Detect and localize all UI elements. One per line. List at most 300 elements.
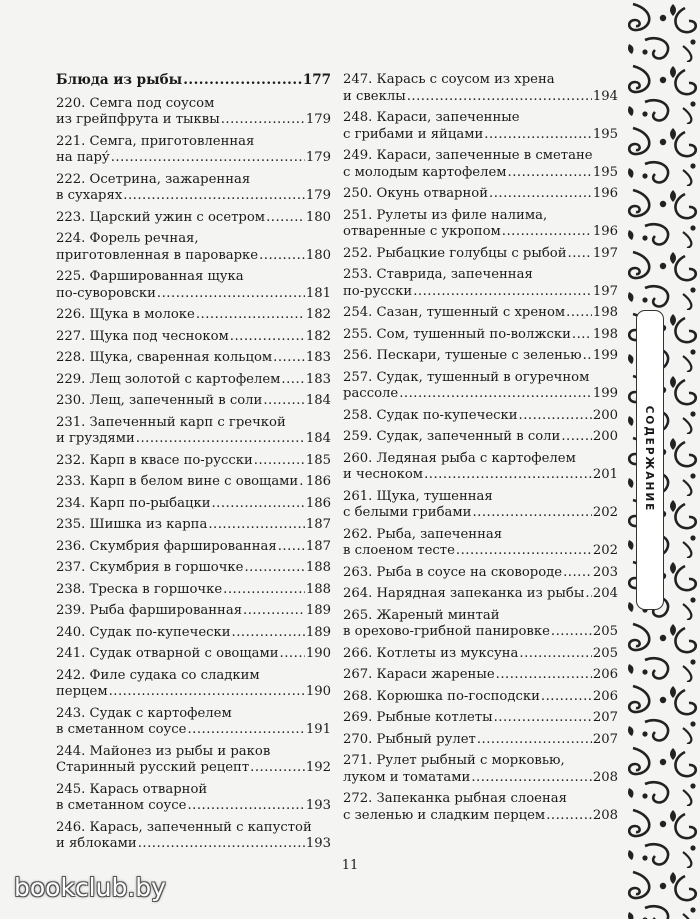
toc-entry-title: 232. Карп в квасе по-русски xyxy=(56,452,253,468)
dot-leader xyxy=(232,625,305,642)
toc-line xyxy=(343,732,618,749)
toc-entry-title: отваренные с укропом xyxy=(343,224,501,239)
toc-entry-title: 268. Корюшка по-господски xyxy=(343,688,540,704)
toc-entry-title: 255. Сом, тушенный по-волжски xyxy=(343,326,571,342)
toc-line xyxy=(343,72,618,89)
toc-line xyxy=(343,186,618,203)
toc-page-number: 192 xyxy=(305,760,331,775)
toc-entry-title: 266. Котлеты из муксуна xyxy=(343,645,519,661)
toc-page-number: 195 xyxy=(592,164,618,180)
toc-entry-title: 237. Скумбрия в горшочке xyxy=(56,560,244,575)
toc-page-number: 187 xyxy=(305,517,331,532)
toc-entry xyxy=(56,172,331,205)
dot-leader xyxy=(230,329,305,346)
toc-page-number: 179 xyxy=(305,112,331,127)
toc-entry-title: с белыми грибами xyxy=(343,505,472,520)
toc-entry-title: 250. Окунь отварной xyxy=(343,186,489,201)
toc-entry-title: луком и томатами xyxy=(343,769,471,785)
toc-page-number: 208 xyxy=(592,769,618,785)
toc-line xyxy=(56,372,331,389)
toc-page-number: 208 xyxy=(592,807,618,823)
dot-leader xyxy=(399,386,592,403)
toc-entry-title: Блюда из рыбы xyxy=(56,72,183,88)
toc-entry-title: 259. Судак, запеченный в соли xyxy=(343,429,561,444)
toc-entry xyxy=(343,753,618,786)
toc-entry-title: 241. Судак отварной с овощами xyxy=(56,646,279,661)
toc-entry-title: 233. Карп в белом вине с овощами xyxy=(56,474,299,489)
toc-entry-title: 256. Пескари, тушеные с зеленью xyxy=(343,348,582,363)
toc-entry-title: 263. Рыба в соусе на сковороде xyxy=(343,564,563,580)
dot-leader xyxy=(541,689,592,706)
toc-line xyxy=(343,89,618,106)
toc-entry-title: 258. Судак по-купечески xyxy=(343,407,518,423)
toc-entry xyxy=(56,134,331,167)
toc-entry xyxy=(343,608,618,641)
toc-entry-title: 234. Карп по-рыбацки xyxy=(56,495,211,511)
toc-entry xyxy=(343,489,618,522)
toc-page-number: 206 xyxy=(592,667,618,682)
dot-leader xyxy=(280,646,305,663)
toc-entry xyxy=(343,791,618,824)
toc-page-number: 199 xyxy=(592,348,618,363)
page-number: 11 xyxy=(341,858,359,873)
toc-entry-title: 243. Судак с картофелем xyxy=(56,705,232,721)
toc-page-number: 198 xyxy=(592,326,618,342)
toc-line xyxy=(56,560,331,577)
toc-entry-title: 228. Щука, сваренная кольцом xyxy=(56,350,273,365)
dot-leader xyxy=(243,603,305,620)
dot-leader xyxy=(566,305,592,322)
dot-leader xyxy=(299,474,305,491)
toc-entry xyxy=(343,689,618,706)
toc-line xyxy=(56,517,331,534)
dot-leader xyxy=(472,505,591,522)
section-heading xyxy=(56,72,331,89)
dot-leader xyxy=(471,770,592,787)
toc-line xyxy=(56,350,331,367)
dot-leader xyxy=(551,624,592,641)
dot-leader xyxy=(263,393,304,410)
dot-leader xyxy=(208,517,305,534)
toc-line xyxy=(56,684,331,701)
toc-entry xyxy=(56,350,331,367)
toc-entry xyxy=(343,148,618,181)
toc-entry xyxy=(56,96,331,129)
toc-page-number: 196 xyxy=(592,224,618,239)
toc-entry-title: 248. Караси, запеченные xyxy=(343,110,520,125)
toc-line xyxy=(343,305,618,322)
toc-line xyxy=(343,689,618,706)
watermark-logo: bookclub.by xyxy=(14,873,166,902)
toc-line xyxy=(343,208,618,225)
toc-entry xyxy=(343,327,618,344)
toc-entry xyxy=(56,820,331,853)
toc-line xyxy=(343,624,618,641)
toc-entry xyxy=(56,744,331,777)
toc-page-number: 199 xyxy=(592,386,618,401)
toc-entry xyxy=(343,370,618,403)
dot-leader xyxy=(519,646,591,663)
toc-entry-title: рассоле xyxy=(343,386,399,401)
toc-line xyxy=(56,453,331,470)
toc-entry-title: с грибами и яйцами xyxy=(343,126,484,142)
toc-entry-title: 254. Сазан, тушенный с хреном xyxy=(343,305,566,320)
toc-line xyxy=(56,782,331,799)
toc-entry-title: 269. Рыбные котлеты xyxy=(343,710,493,725)
dot-leader xyxy=(477,732,592,749)
toc-entry xyxy=(343,565,618,582)
toc-entry-title: приготовленная в пароварке xyxy=(56,247,259,263)
toc-line xyxy=(56,474,331,491)
toc-line xyxy=(56,188,331,205)
toc-line xyxy=(56,210,331,227)
toc-line xyxy=(56,820,331,837)
toc-entry xyxy=(343,646,618,663)
toc-page-number: 196 xyxy=(592,186,618,201)
toc-page-number: 198 xyxy=(592,305,618,320)
dot-leader xyxy=(424,467,592,484)
toc-entry-title: 272. Запеканка рыбная слоеная xyxy=(343,791,567,806)
dot-leader xyxy=(508,165,592,182)
toc-page-number: 190 xyxy=(305,646,331,661)
dot-leader xyxy=(211,496,304,513)
dot-leader xyxy=(136,431,305,448)
toc-line xyxy=(343,543,618,560)
toc-entry-title: и чесноком xyxy=(343,467,424,482)
toc-page-number: 194 xyxy=(592,88,618,104)
toc-page-number: 187 xyxy=(305,538,331,554)
toc-page-number: 182 xyxy=(305,307,331,322)
toc-line xyxy=(343,408,618,425)
dot-leader xyxy=(273,350,305,367)
toc-entry xyxy=(343,208,618,241)
toc-entry xyxy=(56,706,331,739)
toc-entry-title: перцем xyxy=(56,684,108,699)
toc-page-number: 197 xyxy=(592,245,618,261)
dot-leader xyxy=(254,453,305,470)
toc-entry-title: 247. Карась с соусом из хрена xyxy=(343,72,555,87)
dot-leader xyxy=(111,150,305,167)
toc-entry-title: на пару́ xyxy=(56,150,110,165)
toc-line xyxy=(56,269,331,286)
toc-line xyxy=(343,370,618,387)
toc-entry-title: 271. Рулет рыбный с морковью, xyxy=(343,753,565,768)
toc-entry-title: 262. Рыба, запеченная xyxy=(343,526,503,542)
toc-entry-title: 220. Семга под соусом xyxy=(56,95,215,111)
toc-page-number: 185 xyxy=(305,452,331,468)
toc-entry-title: 270. Рыбный рулет xyxy=(343,731,476,747)
toc-entry-title: в сметанном соусе xyxy=(56,722,187,737)
toc-entry xyxy=(56,496,331,513)
toc-entry-title: 240. Судак по-купечески xyxy=(56,624,231,640)
toc-line xyxy=(343,608,618,625)
toc-page-number: 193 xyxy=(305,798,331,813)
toc-entry-title: 235. Шишка из карпа xyxy=(56,517,208,532)
dot-leader xyxy=(138,836,305,853)
toc-line xyxy=(343,505,618,522)
dot-leader xyxy=(187,722,304,739)
toc-entry-title: 227. Щука под чесноком xyxy=(56,328,229,344)
dot-leader xyxy=(561,429,591,446)
dot-leader xyxy=(187,798,304,815)
toc-line xyxy=(56,582,331,599)
dot-leader xyxy=(109,684,305,701)
toc-entry-title: 225. Фаршированная щука xyxy=(56,269,244,284)
toc-line xyxy=(56,603,331,620)
toc-page-number: 204 xyxy=(592,586,618,601)
toc-line xyxy=(56,760,331,777)
toc-page-number: 180 xyxy=(305,209,331,225)
toc-entry xyxy=(56,782,331,815)
toc-column-left xyxy=(56,72,331,858)
dot-leader xyxy=(266,210,305,227)
toc-entry xyxy=(343,732,618,749)
toc-line xyxy=(56,646,331,663)
dot-leader xyxy=(494,710,592,727)
toc-page-number: 205 xyxy=(592,624,618,639)
toc-entry-title: из грейпфрута и тыквы xyxy=(56,112,220,127)
toc-page-number: 197 xyxy=(592,283,618,299)
dot-leader xyxy=(484,127,592,144)
toc-entry-title: 226. Щука в молоке xyxy=(56,307,195,322)
dot-leader xyxy=(196,307,305,324)
toc-entry-title: 249. Караси, запеченные в сметане xyxy=(343,148,593,163)
toc-line xyxy=(343,327,618,344)
toc-entry xyxy=(343,429,618,446)
toc-line xyxy=(343,246,618,263)
toc-entry-title: 252. Рыбацкие голубцы с рыбой xyxy=(343,245,567,261)
toc-entry-title: 264. Нарядная запеканка из рыбы xyxy=(343,586,585,601)
toc-entry-title: 245. Карась отварной xyxy=(56,781,208,797)
toc-line xyxy=(343,165,618,182)
toc-page-number: 186 xyxy=(305,495,331,511)
toc-entry xyxy=(343,667,618,684)
toc-line xyxy=(343,451,618,468)
toc-line xyxy=(343,267,618,284)
toc-entry xyxy=(343,72,618,105)
toc-entry-title: 230. Лещ, запеченный в соли xyxy=(56,393,263,408)
toc-line xyxy=(56,72,331,89)
toc-entry-title: 260. Ледяная рыба с картофелем xyxy=(343,450,576,466)
toc-entry xyxy=(56,210,331,227)
toc-page-number: 190 xyxy=(305,684,331,699)
toc-entry-title: Старинный русский рецепт xyxy=(56,760,250,775)
toc-line xyxy=(56,134,331,151)
toc-entry-title: в сметанном соусе xyxy=(56,798,187,813)
toc-line xyxy=(343,791,618,808)
toc-page-number: 206 xyxy=(592,688,618,704)
toc-page-number: 189 xyxy=(305,603,331,618)
toc-entry-title: с молодым картофелем xyxy=(343,164,507,180)
toc-entry-title: в слоеном тесте xyxy=(343,543,455,558)
toc-line xyxy=(56,307,331,324)
dot-leader xyxy=(572,327,592,344)
toc-line xyxy=(343,284,618,301)
toc-entry-title: 231. Запеченный карп с гречкой xyxy=(56,414,286,430)
toc-entry-title: 222. Осетрина, зажаренная xyxy=(56,171,251,187)
dot-leader xyxy=(407,89,592,106)
toc-entry xyxy=(343,408,618,425)
toc-page-number: 188 xyxy=(305,560,331,575)
toc-entry-title: по-суворовски xyxy=(56,285,156,301)
dot-leader xyxy=(546,808,592,825)
toc-line xyxy=(343,586,618,603)
toc-entry-title: 246. Карась, запеченный с капустой xyxy=(56,819,312,835)
dot-leader xyxy=(413,284,592,301)
toc-line xyxy=(56,172,331,189)
toc-line xyxy=(343,489,618,506)
toc-page-number: 207 xyxy=(592,710,618,725)
toc-page-number: 189 xyxy=(305,624,331,640)
toc-line xyxy=(56,231,331,248)
toc-line xyxy=(56,798,331,815)
dot-leader xyxy=(583,348,592,365)
dot-leader xyxy=(244,560,304,577)
toc-line xyxy=(56,112,331,129)
toc-page-number: 200 xyxy=(592,429,618,444)
toc-entry-title: с зеленью и сладким перцем xyxy=(343,807,546,823)
toc-entry xyxy=(343,451,618,484)
dot-leader xyxy=(585,586,591,603)
toc-entry xyxy=(343,527,618,560)
toc-column-right xyxy=(343,72,618,829)
dot-leader xyxy=(221,112,305,129)
toc-line xyxy=(56,722,331,739)
toc-entry xyxy=(343,348,618,365)
toc-entry xyxy=(343,186,618,203)
toc-entry-title: в сухарях xyxy=(56,188,123,203)
dot-leader xyxy=(123,188,305,205)
toc-entry-title: 267. Караси жареные xyxy=(343,667,495,682)
toc-page-number: 184 xyxy=(305,393,331,408)
toc-line xyxy=(343,667,618,684)
toc-line xyxy=(343,429,618,446)
toc-page-number: 180 xyxy=(305,247,331,263)
toc-entry-title: 239. Рыба фаршированная xyxy=(56,603,243,618)
toc-page-number: 188 xyxy=(305,581,331,597)
toc-entry-title: 224. Форель речная, xyxy=(56,231,199,246)
toc-line xyxy=(56,706,331,723)
toc-page-number: 183 xyxy=(305,350,331,365)
side-tab-label: СОДЕРЖАНИЕ xyxy=(643,405,655,513)
dot-leader xyxy=(456,543,592,560)
dot-leader xyxy=(278,539,305,556)
toc-entry-title: 257. Судак, тушенный в огуречном xyxy=(343,369,590,385)
toc-entry-title: 238. Треска в горшочке xyxy=(56,581,223,597)
toc-line xyxy=(343,386,618,403)
toc-entry-title: и яблоками xyxy=(56,836,137,851)
toc-entry-title: 251. Рулеты из филе налима, xyxy=(343,207,548,223)
toc-entry xyxy=(343,586,618,603)
toc-page-number: 207 xyxy=(592,731,618,747)
toc-entry xyxy=(56,582,331,599)
toc-entry xyxy=(56,646,331,663)
toc-entry xyxy=(56,415,331,448)
toc-page-number: 186 xyxy=(305,474,331,489)
toc-page-number: 203 xyxy=(592,564,618,580)
toc-entry-title: по-русски xyxy=(343,283,413,299)
toc-line xyxy=(56,96,331,113)
dot-leader xyxy=(157,286,305,303)
dot-leader xyxy=(502,224,592,241)
toc-page-number: 184 xyxy=(305,431,331,446)
toc-entry xyxy=(56,560,331,577)
toc-page-number: 201 xyxy=(592,467,618,482)
dot-leader xyxy=(496,667,592,684)
toc-entry xyxy=(56,453,331,470)
toc-page-number: 195 xyxy=(592,126,618,142)
toc-entry xyxy=(56,603,331,620)
toc-page-number: 177 xyxy=(302,72,331,88)
toc-line xyxy=(343,527,618,544)
toc-line xyxy=(343,127,618,144)
toc-entry xyxy=(56,539,331,556)
toc-entry xyxy=(343,305,618,322)
dot-leader xyxy=(563,565,592,582)
toc-line xyxy=(343,224,618,241)
toc-entry-title: 261. Щука, тушенная xyxy=(343,488,493,504)
toc-entry xyxy=(56,372,331,389)
toc-line xyxy=(343,467,618,484)
toc-entry xyxy=(343,110,618,143)
toc-page-number: 193 xyxy=(305,836,331,851)
toc-entry-title: и свеклы xyxy=(343,88,406,104)
toc-line xyxy=(56,329,331,346)
toc-entry xyxy=(343,267,618,300)
toc-page-number: 179 xyxy=(305,188,331,203)
toc-line xyxy=(56,625,331,642)
toc-line xyxy=(56,431,331,448)
toc-entry-title: 221. Семга, приготовленная xyxy=(56,133,255,149)
toc-page-number: 202 xyxy=(592,543,618,558)
dot-leader xyxy=(281,372,304,389)
toc-entry xyxy=(56,231,331,264)
toc-line xyxy=(56,393,331,410)
toc-entry xyxy=(56,668,331,701)
toc-line xyxy=(56,286,331,303)
toc-entry-title: 236. Скумбрия фаршированная xyxy=(56,538,277,554)
toc-entry xyxy=(56,393,331,410)
toc-entry xyxy=(56,307,331,324)
toc-entry xyxy=(343,246,618,263)
toc-line xyxy=(56,496,331,513)
toc-line xyxy=(56,415,331,432)
toc-line xyxy=(343,753,618,770)
toc-page-number: 181 xyxy=(305,285,331,301)
toc-entry xyxy=(56,474,331,491)
toc-line xyxy=(343,710,618,727)
toc-line xyxy=(56,836,331,853)
toc-line xyxy=(343,110,618,127)
toc-entry-title: и груздями xyxy=(56,431,135,446)
toc-entry-title: 223. Царский ужин с осетром xyxy=(56,209,266,225)
toc-page-number: 191 xyxy=(305,722,331,737)
toc-page-number: 202 xyxy=(592,505,618,520)
dot-leader xyxy=(223,582,305,599)
dot-leader xyxy=(250,760,305,777)
toc-entry xyxy=(343,710,618,727)
toc-line xyxy=(343,348,618,365)
toc-page-number: 182 xyxy=(305,328,331,344)
toc-page-number: 183 xyxy=(305,371,331,387)
toc-entry xyxy=(56,269,331,302)
toc-line xyxy=(343,808,618,825)
dot-leader xyxy=(489,186,592,203)
toc-line xyxy=(56,668,331,685)
toc-entry-title: 244. Майонез из рыбы и раков xyxy=(56,743,271,759)
toc-page-number: 200 xyxy=(592,407,618,423)
toc-line xyxy=(56,539,331,556)
